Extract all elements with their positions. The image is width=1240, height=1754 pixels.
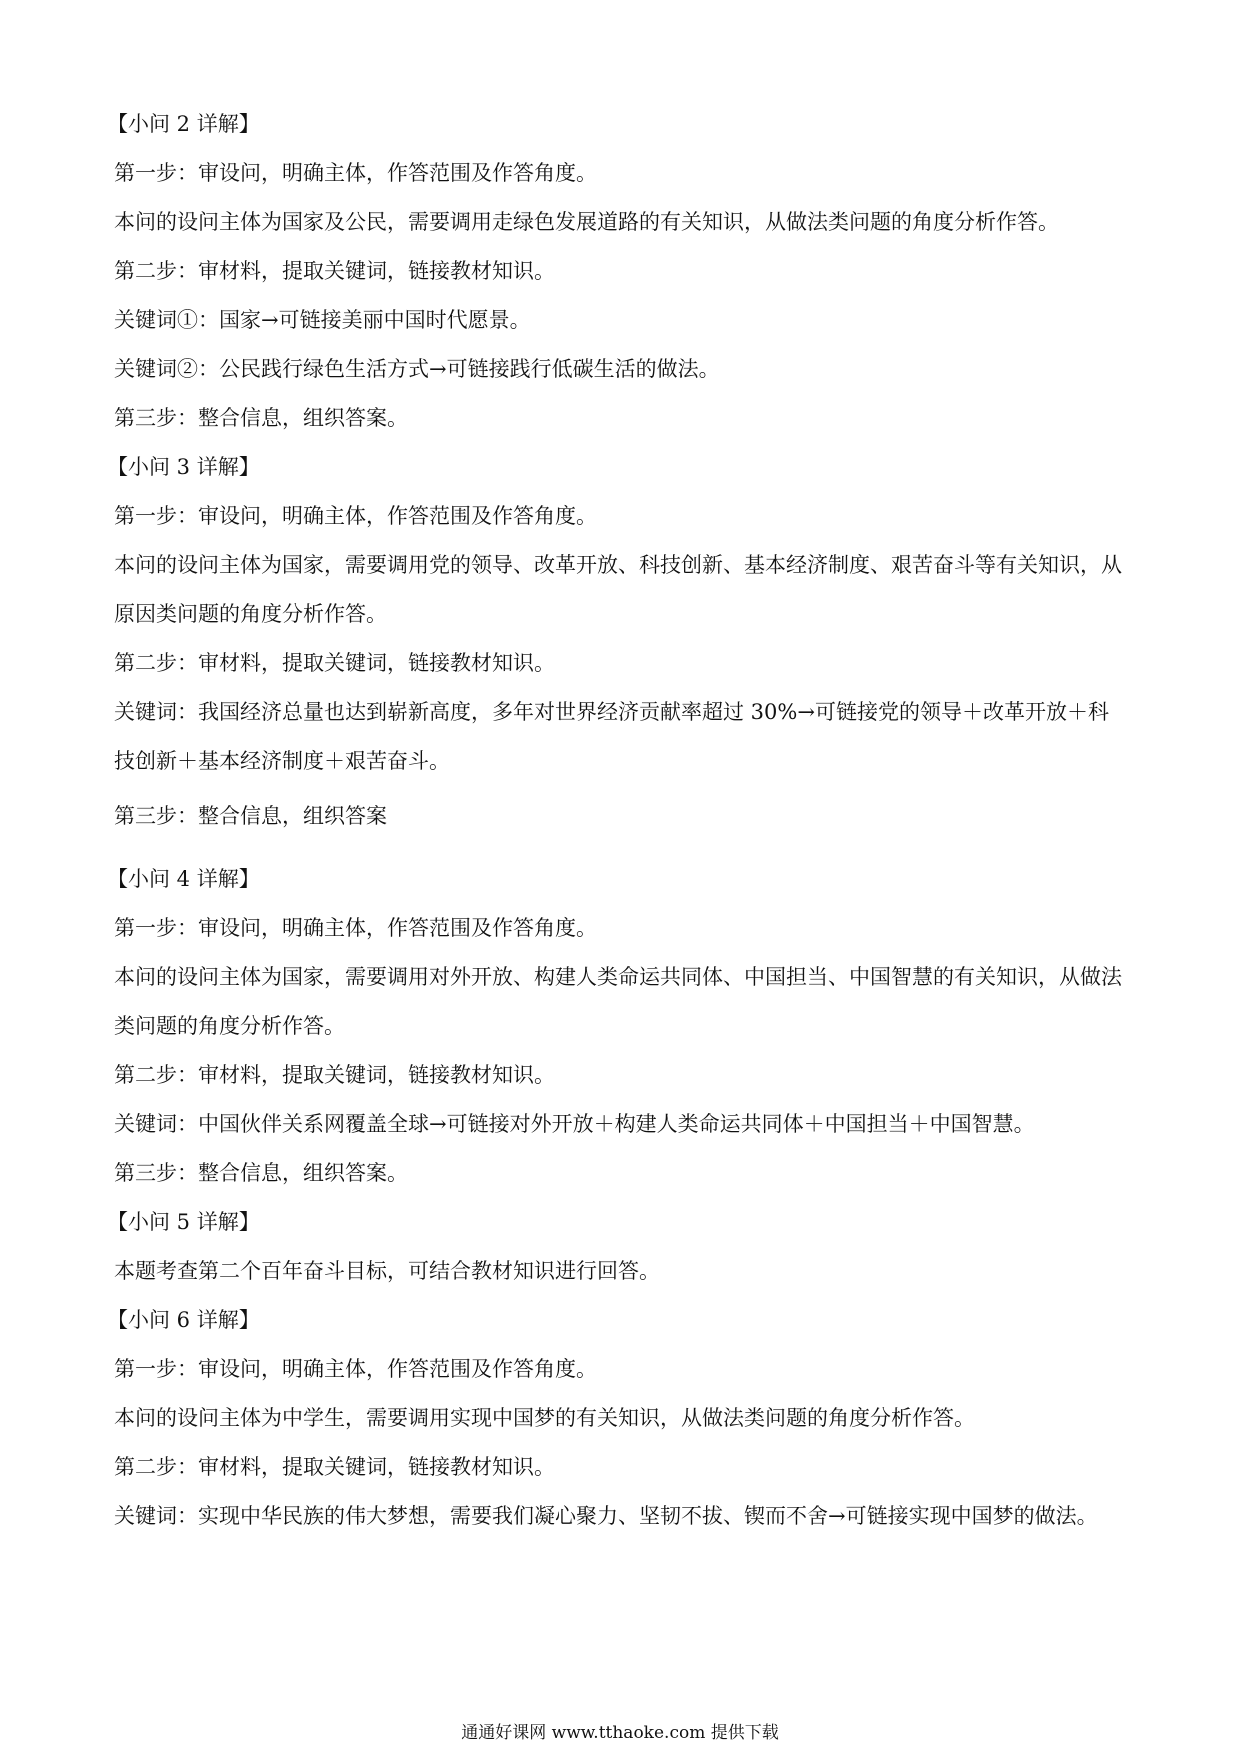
q4-step1: 第一步：审设问，明确主体，作答范围及作答角度。	[114, 916, 597, 940]
q3-subject: 本问的设问主体为国家，需要调用党的领导、改革开放、科技创新、基本经济制度、艰苦奋斗等有关知识，从原因类问题的角度分析作答。	[114, 553, 1122, 626]
q4-step2: 第二步：审材料，提取关键词，链接教材知识。	[114, 1063, 555, 1087]
q3-step2: 第二步：审材料，提取关键词，链接教材知识。	[114, 651, 555, 675]
section-heading-q3: 【小问 3 详解】	[107, 455, 260, 479]
q5-answer: 本题考查第二个百年奋斗目标，可结合教材知识进行回答。	[114, 1259, 660, 1283]
q2-step1: 第一步：审设问，明确主体，作答范围及作答角度。	[114, 161, 597, 185]
q6-keyword: 关键词：实现中华民族的伟大梦想，需要我们凝心聚力、坚韧不拔、锲而不舍→可链接实现中国梦的做法。	[114, 1504, 1098, 1528]
section-heading-q6: 【小问 6 详解】	[107, 1308, 260, 1332]
q4-step3: 第三步：整合信息，组织答案。	[114, 1161, 408, 1185]
q2-subject: 本问的设问主体为国家及公民，需要调用走绿色发展道路的有关知识，从做法类问题的角度分析作答。	[114, 210, 1059, 234]
q2-keyword1: 关键词①：国家→可链接美丽中国时代愿景。	[114, 308, 531, 332]
q4-keyword: 关键词：中国伙伴关系网覆盖全球→可链接对外开放＋构建人类命运共同体＋中国担当＋中国智慧。	[114, 1112, 1035, 1136]
page-footer: 通通好课网 www.tthaoke.com 提供下载	[461, 1723, 779, 1743]
q2-step3: 第三步：整合信息，组织答案。	[114, 406, 408, 430]
document-body	[107, 100, 1124, 1541]
q6-step1: 第一步：审设问，明确主体，作答范围及作答角度。	[114, 1357, 597, 1381]
section-heading-q5: 【小问 5 详解】	[107, 1210, 260, 1234]
section-heading-q2: 【小问 2 详解】	[107, 112, 260, 136]
q2-step2: 第二步：审材料，提取关键词，链接教材知识。	[114, 259, 555, 283]
q3-step1: 第一步：审设问，明确主体，作答范围及作答角度。	[114, 504, 597, 528]
q3-keyword: 关键词：我国经济总量也达到崭新高度，多年对世界经济贡献率超过 30%→可链接党的领导＋改革开放＋科技创新＋基本经济制度＋艰苦奋斗。	[114, 700, 1109, 773]
q6-subject: 本问的设问主体为中学生，需要调用实现中国梦的有关知识，从做法类问题的角度分析作答。	[114, 1406, 975, 1430]
q4-subject: 本问的设问主体为国家，需要调用对外开放、构建人类命运共同体、中国担当、中国智慧的有关知识，从做法类问题的角度分析作答。	[114, 965, 1122, 1038]
q6-step2: 第二步：审材料，提取关键词，链接教材知识。	[114, 1455, 555, 1479]
section-heading-q4: 【小问 4 详解】	[107, 867, 260, 891]
q3-step3: 第三步：整合信息，组织答案	[114, 804, 387, 828]
q2-keyword2: 关键词②：公民践行绿色生活方式→可链接践行低碳生活的做法。	[114, 357, 720, 381]
